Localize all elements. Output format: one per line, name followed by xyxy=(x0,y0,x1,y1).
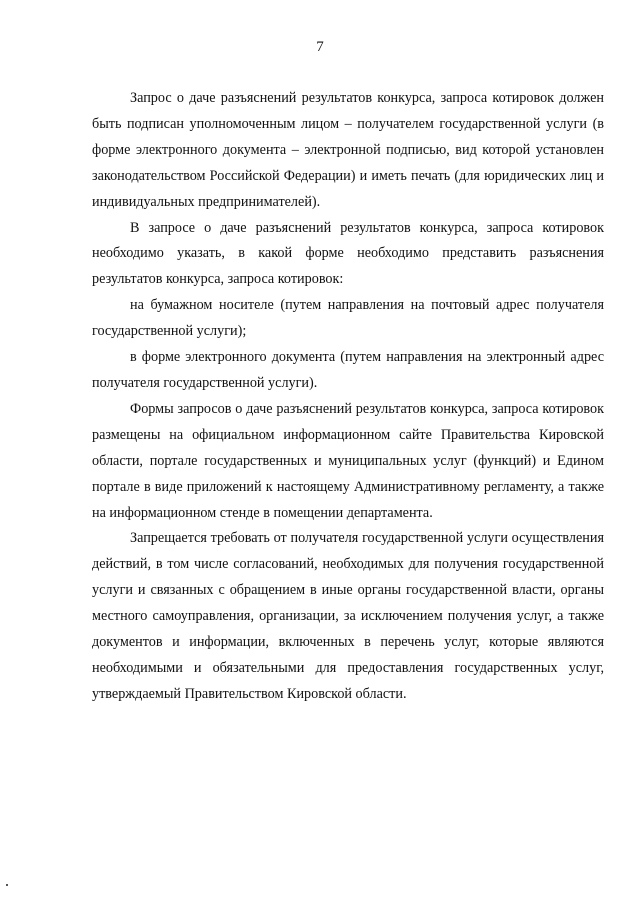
paragraph-paper-option: на бумажном носителе (путем направления на почтовый адрес получателя государственной услуги); xyxy=(92,297,604,340)
paragraph-electronic-option: в форме электронного документа (путем направления на электронный адрес получателя государственной услуги). xyxy=(92,349,604,391)
paragraph-request-forms-location: Формы запросов о даче разъяснений результатов конкурса, запроса котировок размещены на официальном информационном сайте Правительства Кировской области, портале государственных и муниципальных услуг (функций) и Едином портале в виде приложений к настоящему Административному регламенту, а также на информационном стенде в помещении департамента. xyxy=(92,400,604,521)
page-number: 7 xyxy=(316,39,324,55)
document-body xyxy=(92,86,604,708)
paragraph-request-signature: Запрос о даче разъяснений результатов конкурса, запроса котировок должен быть подписан уполномоченным лицом – получателем государственной услуги (в форме электронного документа – электронной подписью, вид которой установлен законодательством Российской Федерации) и иметь печать (для юридических лиц и индивидуальных предпринимателей). xyxy=(92,90,604,210)
paragraph-request-form: В запросе о даче разъяснений результатов конкурса, запроса котировок необходимо указать, в какой форме необходимо представить разъяснения результатов конкурса, запроса котировок: xyxy=(92,219,604,288)
paragraph-prohibition: Запрещается требовать от получателя государственной услуги осуществления действий, в том числе согласований, необходимых для получения государственной услуги и связанных с обращением в иные органы государственной власти, органы местного самоуправления, организации, за исключением получения услуг, а также документов и информации, включенных в перечень услуг, которые являются необходимыми и обязательными для предоставления государственных услуг, утверждаемый Правительством Кировской области. xyxy=(92,530,604,702)
scan-artifact-dot xyxy=(6,884,8,886)
